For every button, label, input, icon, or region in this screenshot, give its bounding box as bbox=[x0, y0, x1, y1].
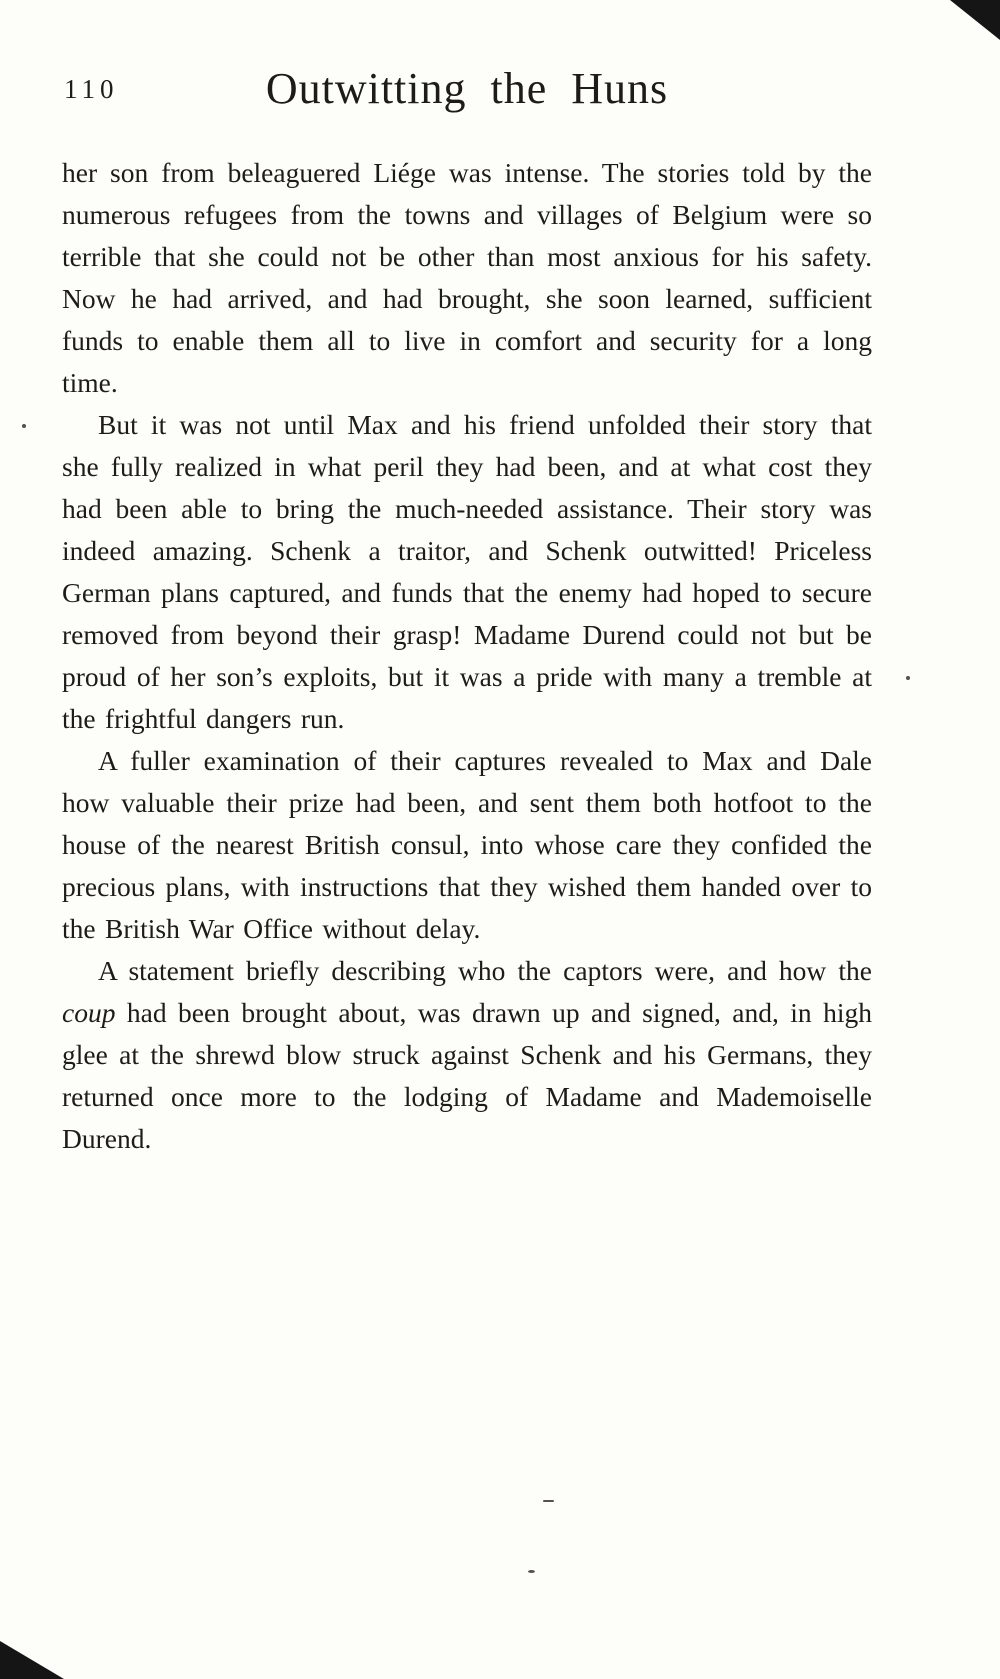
page-title: Outwitting the Huns bbox=[265, 64, 669, 113]
scan-dash bbox=[543, 1500, 554, 1502]
paragraph-segment: had been brought about, was drawn up and signed, and, in high glee at the shrewd blow struck against Schenk and his Germans, they returned once more to the lodging of Madame and Mademoiselle Durend. bbox=[62, 997, 872, 1154]
paragraph-continuation: her son from beleaguered Liége was intense. The stories told by the numerous refugees from the towns and villages of Belgium were so terrible that she could not be other than most anxious for his safety. Now he had arrived, and had brought, she soon learned, sufficient funds to enable them all to live in comfort and security for a long time. bbox=[62, 157, 872, 398]
scan-speck bbox=[528, 1570, 535, 1573]
page-header bbox=[62, 58, 872, 120]
page-number: 110 bbox=[64, 74, 119, 104]
paragraph bbox=[62, 950, 872, 1160]
scan-speck bbox=[906, 676, 910, 680]
scan-artifact-top-right bbox=[950, 0, 1000, 40]
scan-artifact-bottom-left bbox=[0, 1641, 64, 1679]
italic-word-coup: coup bbox=[62, 997, 116, 1028]
scan-speck bbox=[22, 424, 26, 428]
body-text bbox=[62, 152, 872, 1160]
paragraph: A fuller examination of their captures revealed to Max and Dale how valuable their prize had been, and sent them both hotfoot to the house of the nearest British consul, into whose care they confided the precious plans, with instructions that they wished them handed over to the British War Office without delay. bbox=[62, 745, 872, 944]
paragraph-segment: A statement briefly describing who the captors were, and how the bbox=[98, 955, 872, 986]
paragraph: But it was not until Max and his friend unfolded their story that she fully realized in what peril they had been, and at what cost they had been able to bring the much-needed assistance. Their story was indeed amazing. Schenk a traitor, and Schenk outwitted! Priceless German plans captured, and funds that the enemy had hoped to secure removed from beyond their grasp! Madame Durend could not but be proud of her son’s exploits, but it was a pride with many a tremble at the frightful dangers run. bbox=[62, 409, 872, 734]
